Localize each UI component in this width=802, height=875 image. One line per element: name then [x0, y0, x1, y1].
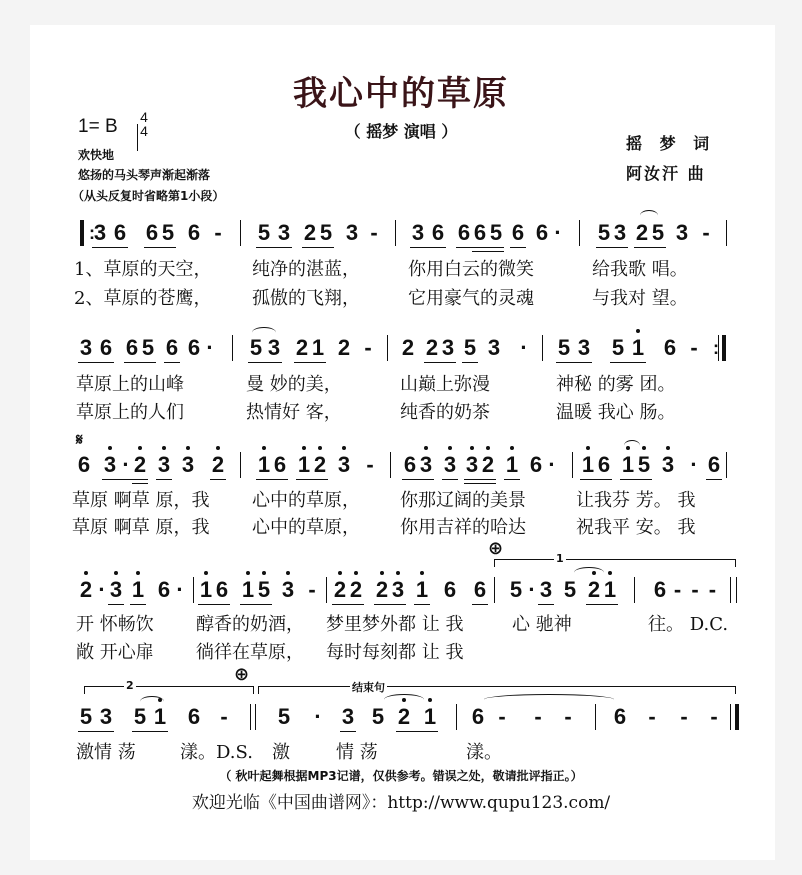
barline — [326, 577, 327, 603]
lyric: 与我对 望。 — [592, 288, 688, 309]
barline — [232, 335, 233, 361]
composer-credit: 阿汝汗 曲 — [626, 164, 706, 183]
tempo-marking: 欢快地 — [78, 148, 115, 162]
lyric: 祝我平 安。 我 — [576, 517, 696, 538]
song-title: 我心中的草原 — [293, 74, 509, 114]
barline — [542, 335, 543, 361]
repeat-end-barline — [722, 335, 726, 361]
lyric: 曼 妙的美， — [246, 374, 342, 395]
lyric: 草原上的人们 — [76, 402, 184, 423]
lyric: 1、草原的天空， — [74, 259, 212, 280]
website-credit: 欢迎光临《中国曲谱网》：http://www.qupu123.com/ — [191, 793, 611, 813]
barline — [726, 452, 727, 478]
double-barline — [255, 704, 256, 730]
barline — [193, 577, 194, 603]
lyric: 给我歌 唱。 — [592, 259, 688, 280]
barline — [387, 335, 388, 361]
lyric: 你那辽阔的美景 — [400, 490, 526, 511]
repeat-note: （从头反复时省略第1小段） — [72, 189, 225, 203]
lyric: 让我芬 芳。 我 — [576, 490, 696, 511]
lyric: 草原上的山峰 — [76, 374, 184, 395]
volta-1-label: 1 — [556, 552, 564, 565]
notation-line-1: : 3 6 6 5 6 - 5 3 2 5 3 - 3 6 6 6 5 6 6 · 5 3 2 5 3 - — [0, 220, 802, 258]
performance-instruction: 悠扬的马头琴声渐起渐落 — [78, 168, 211, 182]
notation-line-2: 3 6 6 5 6 6 · 5 3 2 1 2 - 2 2 3 5 3 · 5 3 5 1 6 - : — [0, 335, 802, 373]
notation-line-3: 6 3 · 2 3 3 2 1 6 1 2 3 - 6 3 3 3 2 1 6 · 1 6 1 5 3 · 6 — [0, 452, 802, 490]
lyric: 你用白云的微笑 — [408, 259, 534, 280]
lyric: 漾。D.S. — [180, 742, 253, 763]
barline — [395, 220, 396, 246]
key-signature: 1= B — [78, 116, 118, 137]
notation-line-5: 5 3 5 1 6 - 5 · 3 5 2 1 6 - - - 6 - - - — [0, 704, 802, 742]
ending-label: 结束句 — [352, 681, 385, 694]
lyric: 你用吉祥的哈达 — [400, 517, 526, 538]
ending-bracket — [258, 686, 736, 694]
final-barline — [735, 704, 739, 730]
lyric: 往。 D.C. — [648, 614, 729, 635]
coda-icon: ⊕ — [488, 538, 504, 559]
lyricist-credit: 摇 梦 词 — [626, 134, 716, 153]
lyric: 草原 啊草 原，我 — [72, 517, 210, 538]
lyric: 醇香的奶酒， — [196, 614, 304, 635]
barline — [595, 704, 596, 730]
lyric: 2、草原的苍鹰， — [74, 288, 212, 309]
barline — [456, 704, 457, 730]
lyric: 温暖 我心 肠。 — [556, 402, 676, 423]
lyric: 心中的草原， — [252, 517, 360, 538]
lyric: 草原 啊草 原，我 — [72, 490, 210, 511]
lyric: 它用豪气的灵魂 — [408, 288, 534, 309]
volta-bracket-2 — [84, 686, 254, 694]
singer-credit: （ 摇梦 演唱 ） — [344, 122, 458, 141]
barline — [579, 220, 580, 246]
time-signature-bottom: 4 — [140, 123, 148, 139]
lyric: 心中的草原， — [252, 490, 360, 511]
lyric: 孤傲的飞翔， — [252, 288, 360, 309]
lyric: 情 荡 — [336, 742, 378, 763]
segno-icon: 𝄋 — [76, 430, 83, 449]
lyric: 激情 荡 — [76, 742, 136, 763]
lyric: 开 怀畅饮 — [76, 614, 154, 635]
lyric: 敞 开心扉 — [76, 642, 154, 663]
lyric: 神秘 的雾 团。 — [556, 374, 676, 395]
volta-bracket-1 — [494, 559, 736, 567]
barline — [390, 452, 391, 478]
lyric: 每时每刻都 让 我 — [326, 642, 464, 663]
barline — [726, 220, 727, 246]
barline — [634, 577, 635, 603]
lyric: 梦里梦外都 让 我 — [326, 614, 464, 635]
lyric: 山巅上弥漫 — [400, 374, 490, 395]
lyric: 纯净的湛蓝， — [252, 259, 360, 280]
barline — [572, 452, 573, 478]
double-barline — [736, 577, 737, 603]
lyric: 心 驰神 — [512, 614, 572, 635]
volta-2-label: 2 — [126, 679, 134, 692]
lyric: 纯香的奶茶 — [400, 402, 490, 423]
time-signature-top: 4 — [140, 109, 148, 125]
lyric: 漾。 — [466, 742, 502, 763]
lyric: 热情好 客， — [246, 402, 342, 423]
lyric: 激 — [272, 742, 290, 763]
barline — [240, 220, 241, 246]
barline — [494, 577, 495, 603]
notation-line-4: 2 · 3 1 6 · 1 6 1 5 3 - 2 2 2 3 1 6 6 5 · 3 5 2 1 6 - - - — [0, 577, 802, 615]
lyric: 徜徉在草原， — [196, 642, 304, 663]
barline — [240, 452, 241, 478]
coda-icon: ⊕ — [234, 664, 250, 685]
transcription-note: （ 秋叶起舞根据MP3记谱，仅供参考。错误之处，敬请批评指正。） — [219, 769, 583, 783]
